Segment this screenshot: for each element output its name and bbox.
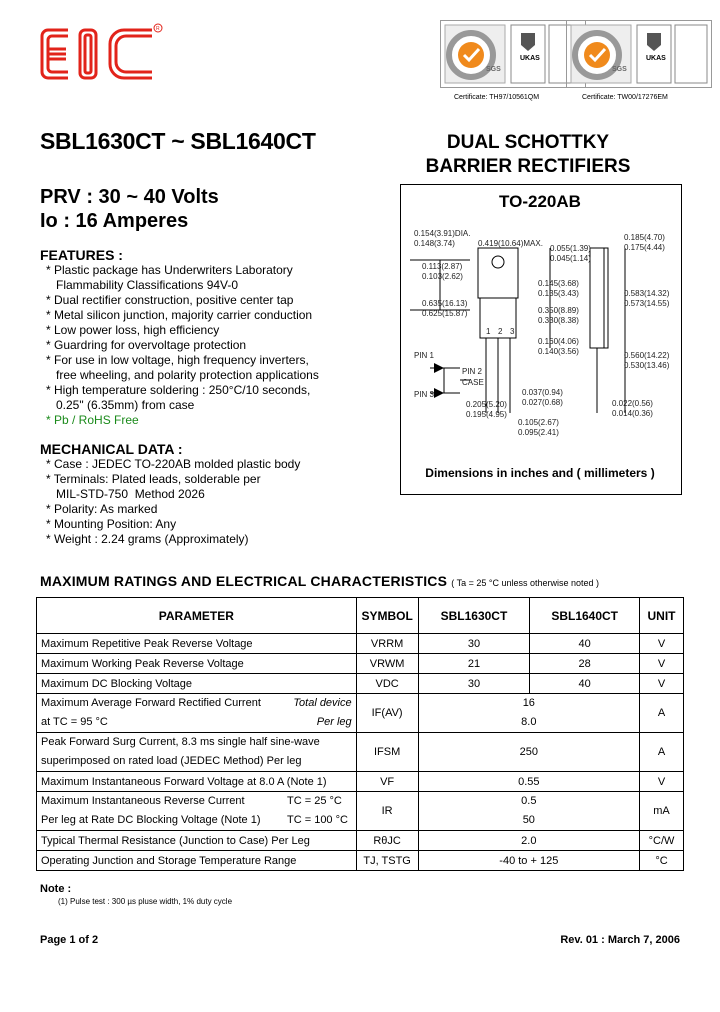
mechanical-item: * Case : JEDEC TO-220AB molded plastic body <box>46 457 301 471</box>
ratings-condition: ( Ta = 25 °C unless otherwise noted ) <box>451 578 600 588</box>
sgs-label-1: SGS <box>486 66 501 73</box>
feature-item: * Metal silicon junction, majority carrier conduction <box>46 308 313 322</box>
certificate-caption-2: Certificate: TW00/17276EM <box>582 94 668 101</box>
feature-item: * Plastic package has Underwriters Laboratory <box>46 263 293 277</box>
dim-label: 0.105(2.67) <box>518 418 559 427</box>
ukas-label-2: UKAS <box>646 55 666 62</box>
value-cell: 28 <box>530 654 640 674</box>
param-text: Maximum Average Forward Rectified Current <box>41 697 261 709</box>
dim-label: 0.625(15.87) <box>422 309 468 318</box>
feature-item-rohs: * Pb / RoHS Free <box>46 413 139 427</box>
param-note: Total device <box>293 697 352 709</box>
dim-label: 0.419(10.64)MAX. <box>478 239 543 248</box>
feature-item: * Dual rectifier construction, positive center tap <box>46 293 294 307</box>
dim-label: 0.160(4.06) <box>538 337 579 346</box>
ratings-table <box>36 597 684 871</box>
dim-label: 0.148(3.74) <box>414 239 455 248</box>
package-name: TO-220AB <box>499 192 581 211</box>
param-cell: Maximum DC Blocking Voltage <box>37 674 357 694</box>
value-cell <box>418 792 639 831</box>
param-text: Per leg at Rate DC Blocking Voltage (Note 1) <box>41 814 261 826</box>
dim-label: 0.014(0.36) <box>612 409 653 418</box>
unit-cell: A <box>640 694 684 733</box>
dim-label: 0.103(2.62) <box>422 272 463 281</box>
dimension-caption: Dimensions in inches and ( millimeters ) <box>425 466 655 480</box>
dim-label: 0.095(2.41) <box>518 428 559 437</box>
note-heading: Note : <box>40 883 72 895</box>
unit-cell: °C <box>640 851 684 871</box>
dim-label: 0.195(4.95) <box>466 410 507 419</box>
param-note: TC = 100 °C <box>287 814 348 826</box>
dim-label: 0.154(3.91)DIA. <box>414 229 471 238</box>
unit-cell: °C/W <box>640 831 684 851</box>
value-cell: 30 <box>418 674 530 694</box>
dim-label: 0.560(14.22) <box>624 351 670 360</box>
page-number: Page 1 of 2 <box>40 934 99 946</box>
mechanical-item: * Weight : 2.24 grams (Approximately) <box>46 532 249 546</box>
table-header-row <box>37 598 684 634</box>
value-cell: 2.0 <box>418 831 639 851</box>
ratings-title: MAXIMUM RATINGS AND ELECTRICAL CHARACTERISTICS <box>40 573 448 589</box>
feature-item: * Low power loss, high efficiency <box>46 323 220 337</box>
dim-label: 0.027(0.68) <box>522 398 563 407</box>
symbol-cell: TJ, TSTG <box>356 851 418 871</box>
unit-cell: V <box>640 772 684 792</box>
pin-number: 3 <box>510 327 515 336</box>
unit-cell: V <box>640 634 684 654</box>
symbol-cell: IR <box>356 792 418 831</box>
mechanical-item: * Polarity: As marked <box>46 502 158 516</box>
param-text: at TC = 95 °C <box>41 716 108 728</box>
dim-label: 0.145(3.68) <box>538 279 579 288</box>
param-cell: Maximum Instantaneous Forward Voltage at 8.0 A (Note 1) <box>37 772 357 792</box>
value-text: 0.5 <box>521 795 537 807</box>
value-cell: 250 <box>418 733 639 772</box>
table-row <box>37 772 684 792</box>
table-row <box>37 733 684 772</box>
unit-cell: A <box>640 733 684 772</box>
dim-label: 0.045(1.14) <box>550 254 591 263</box>
value-cell <box>418 694 639 733</box>
table-row <box>37 674 684 694</box>
param-cell: Maximum Working Peak Reverse Voltage <box>37 654 357 674</box>
symbol-cell: VDC <box>356 674 418 694</box>
dim-label: 0.135(3.43) <box>538 289 579 298</box>
param-note: Per leg <box>316 716 352 728</box>
certificate-badge-2 <box>566 20 712 88</box>
symbol-cell: VRWM <box>356 654 418 674</box>
feature-item: 0.25" (6.35mm) from case <box>46 398 195 412</box>
mechanical-item: MIL-STD-750 Method 2026 <box>46 487 205 501</box>
feature-item: Flammability Classifications 94V-0 <box>46 278 239 292</box>
column-header: UNIT <box>640 598 684 634</box>
table-row <box>37 634 684 654</box>
symbol-cell: VF <box>356 772 418 792</box>
param-cell <box>37 733 357 772</box>
sgs-label-2: SGS <box>612 66 627 73</box>
param-cell: Operating Junction and Storage Temperature Range <box>37 851 357 871</box>
feature-item: * High temperature soldering : 250°C/10 seconds, <box>46 383 311 397</box>
table-row <box>37 831 684 851</box>
features-list <box>46 263 319 428</box>
unit-cell: V <box>640 654 684 674</box>
value-cell: -40 to + 125 <box>418 851 639 871</box>
dim-label: 0.350(8.89) <box>538 306 579 315</box>
certificate-badge-1 <box>440 20 586 88</box>
dim-label: 0.113(2.87) <box>422 262 463 271</box>
symbol-cell: RθJC <box>356 831 418 851</box>
feature-item: free wheeling, and polarity protection applications <box>46 368 319 382</box>
symbol-cell: IF(AV) <box>356 694 418 733</box>
value-text: 8.0 <box>521 716 537 728</box>
table-row <box>37 694 684 733</box>
value-cell: 40 <box>530 634 640 654</box>
dim-label: 0.205(5.20) <box>466 400 507 409</box>
features-heading: FEATURES : <box>40 247 123 263</box>
table-row <box>37 654 684 674</box>
param-text: superimposed on rated load (JEDEC Method) Per leg <box>41 755 302 767</box>
pin-1-label: PIN 1 <box>414 351 435 360</box>
column-header: PARAMETER <box>37 598 357 634</box>
feature-item: * Guardring for overvoltage protection <box>46 338 247 352</box>
value-cell: 0.55 <box>418 772 639 792</box>
param-text: Peak Forward Surg Current, 8.3 ms single half sine-wave <box>41 736 320 748</box>
value-cell: 21 <box>418 654 530 674</box>
pin-number: 1 <box>486 327 491 336</box>
value-cell: 30 <box>418 634 530 654</box>
param-text: Maximum Instantaneous Reverse Current <box>41 795 245 807</box>
param-note: TC = 25 °C <box>287 795 342 807</box>
symbol-cell: VRRM <box>356 634 418 654</box>
certificate-caption-1: Certificate: TH97/10561QM <box>454 94 540 101</box>
dim-label: 0.055(1.39) <box>550 244 591 253</box>
pin-2-label: PIN 2 <box>462 367 483 376</box>
ratings-heading <box>40 573 599 589</box>
dim-label: 0.330(8.38) <box>538 316 579 325</box>
dim-label: 0.185(4.70) <box>624 233 665 242</box>
ukas-label-1: UKAS <box>520 55 540 62</box>
param-cell <box>37 694 357 733</box>
param-cell: Typical Thermal Resistance (Junction to Case) Per Leg <box>37 831 357 851</box>
revision-date: Rev. 01 : March 7, 2006 <box>560 934 680 946</box>
value-text: 16 <box>522 697 535 709</box>
prv-rating: PRV : 30 ~ 40 Volts <box>40 186 219 208</box>
pin-number: 2 <box>498 327 503 336</box>
value-text: 50 <box>522 814 535 826</box>
column-header: SBL1640CT <box>530 598 640 634</box>
subtitle-line-1: DUAL SCHOTTKY <box>446 132 610 153</box>
dim-label: 0.530(13.46) <box>624 361 670 370</box>
case-label: CASE <box>462 378 484 387</box>
table-row <box>37 851 684 871</box>
unit-cell: mA <box>640 792 684 831</box>
value-cell: 40 <box>530 674 640 694</box>
subtitle-line-2: BARRIER RECTIFIERS <box>425 156 631 177</box>
dim-label: 0.140(3.56) <box>538 347 579 356</box>
pin-3-label: PIN 3 <box>414 390 435 399</box>
eic-logo <box>34 22 164 86</box>
svg-text:R: R <box>156 26 160 32</box>
feature-item: * For use in low voltage, high frequency inverters, <box>46 353 309 367</box>
dim-label: 0.022(0.56) <box>612 399 653 408</box>
column-header: SYMBOL <box>356 598 418 634</box>
note-1: (1) Pulse test : 300 µs pluse width, 1% duty cycle <box>58 897 233 906</box>
dim-label: 0.583(14.32) <box>624 289 670 298</box>
param-cell: Maximum Repetitive Peak Reverse Voltage <box>37 634 357 654</box>
mechanical-heading: MECHANICAL DATA : <box>40 441 183 457</box>
io-rating: Io : 16 Amperes <box>40 210 189 232</box>
table-row <box>37 792 684 831</box>
param-cell <box>37 792 357 831</box>
mechanical-item: * Terminals: Plated leads, solderable per <box>46 472 261 486</box>
unit-cell: V <box>640 674 684 694</box>
mechanical-item: * Mounting Position: Any <box>46 517 177 531</box>
column-header: SBL1630CT <box>418 598 530 634</box>
dim-label: 0.573(14.55) <box>624 299 670 308</box>
part-range-title: SBL1630CT ~ SBL1640CT <box>40 128 316 154</box>
symbol-cell: IFSM <box>356 733 418 772</box>
dim-label: 0.635(16.13) <box>422 299 468 308</box>
dim-label: 0.175(4.44) <box>624 243 665 252</box>
mechanical-list <box>46 457 300 547</box>
dim-label: 0.037(0.94) <box>522 388 563 397</box>
